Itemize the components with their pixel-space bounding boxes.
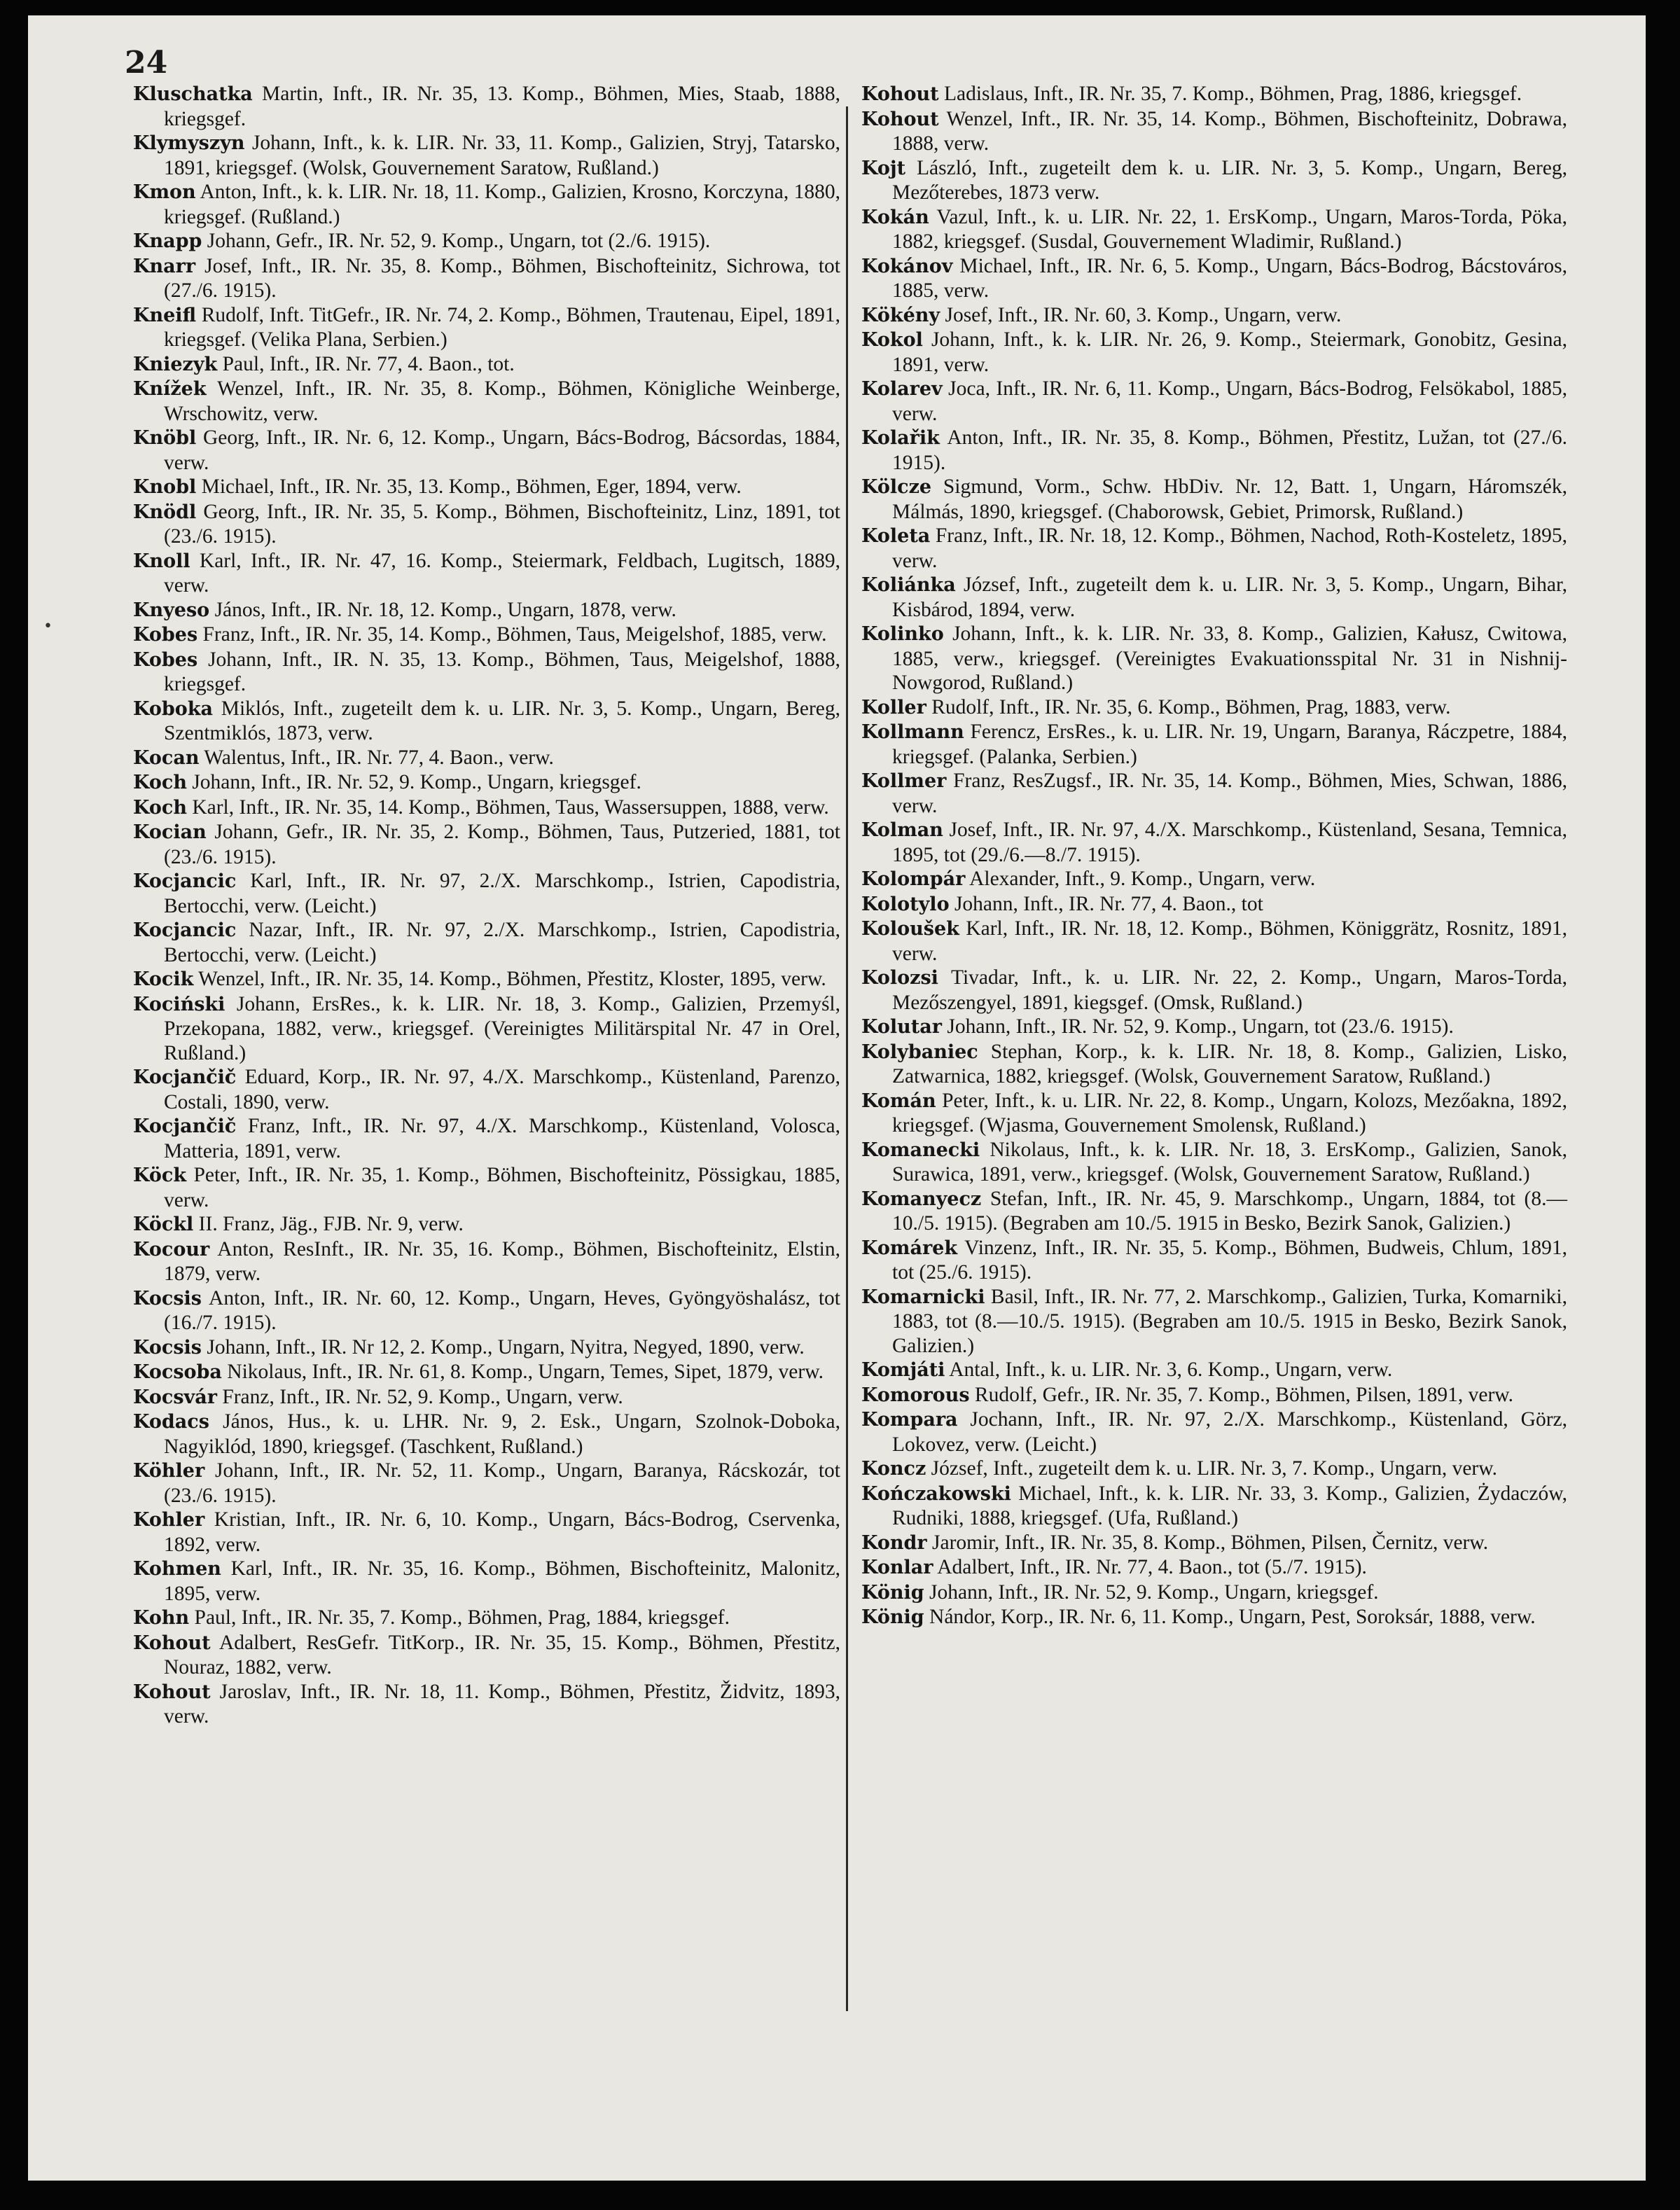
entry-surname: Kolařik: [861, 427, 940, 449]
entry-surname: Knöbl: [133, 427, 197, 449]
entry-surname: Kohout: [861, 108, 939, 130]
entry-details: Franz, Inft., IR. Nr. 52, 9. Komp., Ungarn, verw.: [216, 1385, 623, 1408]
entry-details: Johann, Gefr., IR. Nr. 52, 9. Komp., Ungarn, tot (2./6. 1915).: [202, 230, 711, 252]
casualty-entry: [861, 917, 1567, 966]
entry-surname: Kociński: [133, 993, 225, 1015]
entry-surname: Koncz: [861, 1458, 926, 1480]
entry-details: Walentus, Inft., IR. Nr. 77, 4. Baon., verw.: [199, 746, 554, 769]
entry-details: Johann, Inft., IR. Nr. 52, 11. Komp., Ungarn, Baranya, Rácskozár, tot (23./6. 1915).: [164, 1459, 840, 1507]
casualty-entry: [133, 992, 840, 1066]
entry-surname: Kneifl: [133, 304, 197, 326]
entry-surname: Kokol: [861, 329, 923, 351]
casualty-entry: [861, 205, 1567, 254]
casualty-entry: [133, 623, 840, 648]
entry-details: Ladislaus, Inft., IR. Nr. 35, 7. Komp., Böhmen, Prag, 1886, kriegsgef.: [938, 83, 1522, 105]
entry-surname: Konlar: [861, 1557, 933, 1578]
casualty-entry: [861, 622, 1567, 695]
entry-surname: Komjáti: [861, 1359, 945, 1381]
entry-surname: Komorous: [861, 1384, 970, 1406]
entry-details: Johann, Inft., k. k. LIR. Nr. 26, 9. Komp., Steiermark, Gonobitz, Gesina, 1891, verw.: [892, 328, 1567, 376]
entry-details: Johann, Inft., IR. Nr. 52, 9. Komp., Ungarn, tot (23./6. 1915).: [941, 1015, 1454, 1038]
casualty-entry: [133, 549, 840, 598]
casualty-entry: [861, 303, 1567, 328]
entry-surname: Kocsoba: [133, 1361, 222, 1383]
entry-details: Johann, Inft., IR. Nr 12, 2. Komp., Ungarn, Nyitra, Negyed, 1890, verw.: [201, 1335, 805, 1358]
casualty-entry: [133, 1508, 840, 1557]
entry-surname: Koleta: [861, 525, 931, 547]
casualty-entry: [861, 966, 1567, 1015]
entry-surname: Knyeso: [133, 599, 210, 621]
casualty-entry: [133, 1606, 840, 1631]
casualty-entry: [861, 1408, 1567, 1457]
entry-details: Anton, Inft., IR. Nr. 35, 8. Komp., Böhmen, Přestitz, Lužan, tot (27./6. 1915).: [892, 426, 1567, 474]
entry-details: Franz, Inft., IR. Nr. 18, 12. Komp., Böhmen, Nachod, Roth-Kosteletz, 1895, verw.: [892, 524, 1567, 572]
entry-surname: Kolotylo: [861, 893, 950, 915]
casualty-entry: [133, 303, 840, 352]
entry-surname: Klymyszyn: [133, 132, 245, 154]
entry-details: Josef, Inft., IR. Nr. 97, 4./X. Marschkomp., Küstenland, Sesana, Temnica, 1895, tot (29./6.—8./7. 1915).: [892, 819, 1567, 866]
entry-details: János, Hus., k. u. LHR. Nr. 9, 2. Esk., Ungarn, Szolnok-Doboka, Nagyiklód, 1890, kriegsgef. (Taschkent, Rußland.): [164, 1410, 840, 1458]
entry-details: Jochann, Inft., IR. Nr. 97, 2./X. Marschkomp., Küstenland, Görz, Lokovez, verw. (Leicht.): [892, 1408, 1567, 1456]
entry-surname: Köck: [133, 1165, 187, 1186]
entry-details: Ferencz, ErsRes., k. u. LIR. Nr. 19, Ungarn, Baranya, Ráczpetre, 1884, kriegsgef. (Palanka, Serbien.): [892, 721, 1567, 768]
entry-details: Rudolf, Inft., IR. Nr. 35, 6. Komp., Böhmen, Prag, 1883, verw.: [926, 695, 1451, 718]
entry-details: Adalbert, ResGefr. TitKorp., IR. Nr. 35, 15. Komp., Böhmen, Přestitz, Nouraz, 1882, verw.: [164, 1631, 840, 1679]
entry-details: Nikolaus, Inft., IR. Nr. 61, 8. Komp., Ungarn, Temes, Sipet, 1879, verw.: [221, 1361, 824, 1383]
entry-details: Miklós, Inft., zugeteilt dem k. u. LIR. Nr. 3, 5. Komp., Ungarn, Bereg, Szentmiklós, 1873, verw.: [164, 697, 840, 744]
casualty-entry: [861, 1580, 1567, 1606]
entry-surname: Kolman: [861, 819, 943, 841]
entry-details: Alexander, Inft., 9. Komp., Ungarn, verw.: [965, 868, 1316, 890]
casualty-entry: [133, 1335, 840, 1361]
entry-details: Paul, Inft., IR. Nr. 35, 7. Komp., Böhmen, Prag, 1884, kriegsgef.: [189, 1606, 730, 1629]
entry-details: Karl, Inft., IR. Nr. 97, 2./X. Marschkomp., Istrien, Capodistria, Bertocchi, verw. (Leicht.): [164, 870, 840, 917]
entry-surname: Kocour: [133, 1238, 210, 1260]
casualty-entry: [133, 795, 840, 821]
entry-surname: Kohn: [133, 1607, 190, 1629]
casualty-entry: [133, 1286, 840, 1335]
entry-details: Jaromir, Inft., IR. Nr. 35, 8. Komp., Böhmen, Pilsen, Černitz, verw.: [926, 1531, 1489, 1554]
entry-surname: Knarr: [133, 255, 196, 277]
entry-surname: Knoll: [133, 550, 190, 572]
entry-surname: Komarnicki: [861, 1286, 985, 1308]
entry-details: Kristian, Inft., IR. Nr. 6, 10. Komp., Ungarn, Bács-Bodrog, Cservenka, 1892, verw.: [164, 1508, 840, 1556]
entry-surname: Kocjančič: [133, 1066, 237, 1088]
entry-surname: Komárek: [861, 1237, 958, 1259]
entry-surname: König: [861, 1581, 924, 1604]
casualty-entry: [861, 1187, 1567, 1236]
entry-surname: Kmon: [133, 181, 196, 203]
entry-surname: Kocjančič: [133, 1116, 237, 1137]
entry-surname: Kojt: [861, 157, 906, 179]
entry-surname: Kocik: [133, 968, 194, 990]
casualty-entry: [133, 352, 840, 377]
entry-surname: Koch: [133, 772, 187, 793]
entry-details: Georg, Inft., IR. Nr. 6, 12. Komp., Ungarn, Bács-Bodrog, Bácsordas, 1884, verw.: [164, 426, 840, 474]
entry-surname: Kohmen: [133, 1558, 221, 1580]
entry-details: Wenzel, Inft., IR. Nr. 35, 14. Komp., Böhmen, Bischofteinitz, Dobrawa, 1888, verw.: [892, 107, 1567, 155]
casualty-entry: [133, 820, 840, 869]
entry-details: Peter, Inft., IR. Nr. 35, 1. Komp., Böhmen, Bischofteinitz, Pössigkau, 1885, verw.: [164, 1164, 840, 1211]
entry-surname: Koller: [861, 696, 926, 718]
entry-surname: Kollmann: [861, 721, 964, 743]
casualty-entry: [133, 475, 840, 500]
casualty-entry: [861, 475, 1567, 524]
entry-surname: Kocsis: [133, 1287, 202, 1309]
entry-details: László, Inft., zugeteilt dem k. u. LIR. Nr. 3, 5. Komp., Ungarn, Bereg, Mezőterebes, 1873 verw.: [892, 156, 1567, 204]
casualty-entry: [861, 892, 1567, 917]
entry-surname: Kocsvár: [133, 1386, 217, 1408]
casualty-entry: [861, 82, 1567, 107]
entry-surname: Kocan: [133, 746, 200, 769]
entry-surname: Kohout: [861, 83, 939, 105]
entry-surname: Kończakowski: [861, 1482, 1011, 1505]
casualty-entry: [861, 254, 1567, 303]
entry-surname: Kokán: [861, 206, 929, 228]
entry-details: Franz, Inft., IR. Nr. 35, 14. Komp., Böhmen, Taus, Meigelshof, 1885, verw.: [197, 623, 827, 646]
entry-surname: Komán: [861, 1090, 936, 1112]
entry-details: Josef, Inft., IR. Nr. 60, 3. Komp., Ungarn, verw.: [940, 303, 1342, 326]
entry-details: Wenzel, Inft., IR. Nr. 35, 14. Komp., Böhmen, Přestitz, Kloster, 1895, verw.: [193, 968, 826, 990]
entry-surname: Koloušek: [861, 918, 959, 940]
entry-surname: Kocjancic: [133, 919, 237, 941]
entry-details: Karl, Inft., IR. Nr. 35, 16. Komp., Böhmen, Bischofteinitz, Malonitz, 1895, verw.: [164, 1557, 840, 1605]
casualty-entry: [861, 426, 1567, 475]
entry-details: Johann, Gefr., IR. Nr. 35, 2. Komp., Böhmen, Taus, Putzeried, 1881, tot (23./6. 1915).: [164, 821, 840, 868]
casualty-entry: [861, 524, 1567, 573]
entry-surname: Kniezyk: [133, 353, 218, 375]
casualty-entry: [133, 746, 840, 771]
casualty-entry: [133, 697, 840, 746]
entry-details: II. Franz, Jäg., FJB. Nr. 9, verw.: [193, 1213, 464, 1235]
entry-surname: Koliánka: [861, 574, 956, 596]
casualty-entry: [133, 254, 840, 303]
casualty-entry: [133, 131, 840, 180]
entry-surname: Köhler: [133, 1460, 205, 1482]
entry-surname: Komanecki: [861, 1139, 980, 1161]
entry-surname: Kohout: [133, 1632, 211, 1654]
entry-surname: Knödl: [133, 501, 197, 523]
casualty-entry: [133, 1680, 840, 1729]
entry-surname: Kölcze: [861, 476, 932, 498]
entry-details: Josef, Inft., IR. Nr. 35, 8. Komp., Böhmen, Bischofteinitz, Sichrowa, tot (27./6. 1915).: [164, 254, 840, 302]
entry-details: Stephan, Korp., k. k. LIR. Nr. 18, 8. Komp., Galizien, Lisko, Zatwarnica, 1882, kriegsgef. (Wolsk, Gouvernement Saratow, Rußland.): [892, 1040, 1567, 1087]
entry-surname: Kocian: [133, 821, 207, 843]
entry-details: Martin, Inft., IR. Nr. 35, 13. Komp., Böhmen, Mies, Staab, 1888, kriegsgef.: [164, 83, 840, 130]
casualty-entry: [861, 573, 1567, 622]
entry-details: Joca, Inft., IR. Nr. 6, 11. Komp., Ungarn, Bács-Bodrog, Felsökabol, 1885, verw.: [892, 377, 1567, 425]
entry-details: Nikolaus, Inft., k. k. LIR. Nr. 18, 3. ErsKomp., Galizien, Sanok, Surawica, 1891, verw., kriegsgef. (Wolsk, Gouvernement Saratow, Rußland.): [892, 1138, 1567, 1186]
entry-details: Karl, Inft., IR. Nr. 18, 12. Komp., Böhmen, Königgrätz, Rosnitz, 1891, verw.: [892, 917, 1567, 965]
entry-details: Johann, Inft., IR. N. 35, 13. Komp., Böhmen, Taus, Meigelshof, 1888, kriegsgef.: [164, 648, 840, 695]
entry-surname: Komanyecz: [861, 1188, 982, 1210]
entry-details: Anton, Inft., IR. Nr. 60, 12. Komp., Ungarn, Heves, Gyöngyöshalász, tot (16./7. 1915).: [164, 1286, 840, 1334]
entry-details: Johann, Inft., k. k. LIR. Nr. 33, 8. Komp., Galizien, Kałusz, Cwitowa, 1885, verw., kriegsgef. (Vereinigtes Evakuationsspital Nr. 31 in Nishnij-Nowgorod, Rußland.): [892, 623, 1567, 694]
casualty-entry: [861, 156, 1567, 205]
entry-details: Rudolf, Inft. TitGefr., IR. Nr. 74, 2. Komp., Böhmen, Trautenau, Eipel, 1891, kriegsgef. (Velika Plana, Serbien.): [164, 303, 840, 351]
entry-surname: Knobl: [133, 476, 197, 498]
entry-details: Rudolf, Gefr., IR. Nr. 35, 7. Komp., Böhmen, Pilsen, 1891, verw.: [969, 1383, 1514, 1406]
casualty-entry: [133, 1163, 840, 1212]
casualty-entry: [133, 918, 840, 967]
entry-details: Michael, Inft., IR. Nr. 6, 5. Komp., Ungarn, Bács-Bodrog, Bácstováros, 1885, verw.: [892, 254, 1567, 302]
entry-surname: Kompara: [861, 1409, 958, 1431]
document-page: [28, 15, 1646, 2181]
entry-details: Johann, Inft., IR. Nr. 52, 9. Komp., Ungarn, kriegsgef.: [186, 771, 641, 793]
entry-surname: Kohler: [133, 1509, 205, 1531]
casualty-entry: [133, 1065, 840, 1114]
margin-mark: •: [43, 618, 53, 635]
casualty-entry: [861, 1015, 1567, 1040]
entry-details: József, Inft., zugeteilt dem k. u. LIR. Nr. 3, 5. Komp., Ungarn, Bihar, Kisbárod, 1894, verw.: [892, 574, 1567, 621]
casualty-entry: [861, 695, 1567, 721]
entry-details: Karl, Inft., IR. Nr. 35, 14. Komp., Böhmen, Taus, Wassersuppen, 1888, verw.: [186, 795, 829, 819]
casualty-entry: [861, 1089, 1567, 1138]
casualty-entry: [861, 1383, 1567, 1408]
entry-surname: Kolinko: [861, 623, 944, 645]
entry-details: Franz, ResZugsf., IR. Nr. 35, 14. Komp., Böhmen, Mies, Schwan, 1886, verw.: [892, 770, 1567, 817]
casualty-entry: [861, 1236, 1567, 1285]
entry-details: Michael, Inft., k. k. LIR. Nr. 33, 3. Komp., Galizien, Żydaczów, Rudniki, 1888, kriegsgef. (Ufa, Rußland.): [892, 1482, 1567, 1529]
entry-details: Antal, Inft., k. u. LIR. Nr. 3, 6. Komp., Ungarn, verw.: [945, 1358, 1393, 1381]
entry-details: Karl, Inft., IR. Nr. 47, 16. Komp., Steiermark, Feldbach, Lugitsch, 1889, verw.: [164, 549, 840, 597]
entry-surname: Kodacs: [133, 1411, 209, 1433]
column-divider: [846, 106, 848, 2011]
casualty-entry: [133, 377, 840, 426]
casualty-entry: [133, 500, 840, 549]
entry-details: Sigmund, Vorm., Schw. HbDiv. Nr. 12, Batt. 1, Ungarn, Háromszék, Málmás, 1890, kriegsgef. (Chaborowsk, Gebiet, Primorsk, Rußland.): [892, 475, 1567, 523]
entry-details: Vinzenz, Inft., IR. Nr. 35, 5. Komp., Böhmen, Budweis, Chlum, 1891, tot (25./6. 1915).: [892, 1236, 1567, 1284]
casualty-entry: [861, 1555, 1567, 1580]
entry-surname: Koch: [133, 796, 187, 819]
entry-surname: Kolarev: [861, 378, 943, 400]
entry-surname: Kohout: [133, 1681, 211, 1703]
entry-details: Johann, ErsRes., k. k. LIR. Nr. 18, 3. Komp., Galizien, Przemyśl, Przekopana, 1882, verw., kriegsgef. (Vereinigtes Militärspital Nr. 47 in Orel, Rußland.): [164, 992, 840, 1064]
casualty-entry: [861, 1482, 1567, 1531]
casualty-entry: [861, 1531, 1567, 1556]
casualty-entry: [133, 1114, 840, 1163]
entry-details: Franz, Inft., IR. Nr. 97, 4./X. Marschkomp., Küstenland, Volosca, Matteria, 1891, verw.: [164, 1115, 840, 1162]
entry-details: Wenzel, Inft., IR. Nr. 35, 8. Komp., Böhmen, Königliche Weinberge, Wrschowitz, verw.: [164, 377, 840, 425]
entry-details: Peter, Inft., k. u. LIR. Nr. 22, 8. Komp., Ungarn, Kolozs, Mezőakna, 1892, kriegsgef. (Wjasma, Gouvernement Smolensk, Rußland.): [892, 1089, 1567, 1137]
casualty-entry: [133, 1360, 840, 1385]
casualty-entry: [133, 1459, 840, 1508]
entry-details: Georg, Inft., IR. Nr. 35, 5. Komp., Böhmen, Bischofteinitz, Linz, 1891, tot (23./6. 1915).: [164, 500, 840, 548]
entry-surname: König: [861, 1606, 924, 1628]
casualty-entry: [133, 1237, 840, 1286]
entry-details: Anton, ResInft., IR. Nr. 35, 16. Komp., Böhmen, Bischofteinitz, Elstin, 1879, verw.: [164, 1237, 840, 1285]
right-column: [861, 82, 1567, 1630]
entry-details: Anton, Inft., k. k. LIR. Nr. 18, 11. Komp., Galizien, Krosno, Korczyna, 1880, kriegsgef. (Rußland.): [164, 181, 840, 228]
entry-surname: Kolybaniec: [861, 1041, 978, 1063]
entry-details: Jaroslav, Inft., IR. Nr. 18, 11. Komp., Böhmen, Přestitz, Židvitz, 1893, verw.: [164, 1680, 840, 1728]
entry-details: Adalbert, Inft., IR. Nr. 77, 4. Baon., tot (5./7. 1915).: [933, 1556, 1367, 1578]
casualty-entry: [861, 328, 1567, 377]
casualty-entry: [133, 648, 840, 697]
casualty-entry: [133, 598, 840, 623]
casualty-entry: [133, 967, 840, 992]
casualty-entry: [861, 1358, 1567, 1383]
entry-surname: Kolozsi: [861, 967, 938, 989]
casualty-entry: [133, 82, 840, 131]
entry-surname: Knapp: [133, 230, 202, 252]
entry-details: Nazar, Inft., IR. Nr. 97, 2./X. Marschkomp., Istrien, Capodistria, Bertocchi, verw. (Leicht.): [164, 919, 840, 966]
casualty-entry: [133, 869, 840, 918]
entry-surname: Kolompár: [861, 868, 966, 890]
entry-surname: Kluschatka: [133, 83, 253, 105]
entry-details: Johann, Inft., k. k. LIR. Nr. 33, 11. Komp., Galizien, Stryj, Tatarsko, 1891, kriegsgef. (Wolsk, Gouvernement Saratow, Rußland.): [164, 132, 840, 179]
casualty-entry: [861, 1138, 1567, 1187]
casualty-entry: [861, 1605, 1567, 1630]
entry-details: Basil, Inft., IR. Nr. 77, 2. Marschkomp., Galizien, Turka, Komarniki, 1883, tot (8.—10./5. 1915). (Begraben am 10./5. 1915 in Besko, Bezirk Sanok, Galizien.): [892, 1285, 1567, 1357]
casualty-entry: [861, 867, 1567, 892]
entry-surname: Knížek: [133, 378, 207, 400]
entry-details: Johann, Inft., IR. Nr. 77, 4. Baon., tot: [949, 892, 1263, 915]
entry-details: Nándor, Korp., IR. Nr. 6, 11. Komp., Ungarn, Pest, Soroksár, 1888, verw.: [924, 1606, 1536, 1628]
casualty-entry: [133, 1212, 840, 1237]
entry-surname: Kollmer: [861, 770, 947, 792]
entry-details: Stefan, Inft., IR. Nr. 45, 9. Marschkomp., Ungarn, 1884, tot (8.—10./5. 1915). (Begraben am 10./5. 1915 in Besko, Bezirk Sanok, Galizien.): [892, 1187, 1567, 1235]
entry-surname: Kocjancic: [133, 870, 237, 892]
entry-surname: Kobes: [133, 624, 198, 646]
casualty-entry: [133, 1631, 840, 1680]
entry-details: Vazul, Inft., k. u. LIR. Nr. 22, 1. ErsKomp., Ungarn, Maros-Torda, Pöka, 1882, kriegsgef. (Susdal, Gouvernement Wladimir, Rußland.): [892, 205, 1567, 253]
entry-surname: Köckl: [133, 1214, 194, 1235]
entry-details: Paul, Inft., IR. Nr. 77, 4. Baon., tot.: [217, 352, 515, 375]
entry-surname: Kökény: [861, 304, 940, 326]
entry-details: János, Inft., IR. Nr. 18, 12. Komp., Ungarn, 1878, verw.: [209, 598, 676, 621]
entry-surname: Kocsis: [133, 1336, 202, 1358]
casualty-entry: [861, 818, 1567, 867]
entry-surname: Kobes: [133, 648, 198, 671]
casualty-entry: [861, 1040, 1567, 1089]
casualty-entry: [861, 1457, 1567, 1482]
casualty-entry: [861, 377, 1567, 426]
entry-surname: Kokánov: [861, 255, 953, 277]
casualty-entry: [861, 769, 1567, 818]
casualty-entry: [133, 1385, 840, 1410]
left-column: [133, 82, 840, 1729]
entry-details: Tivadar, Inft., k. u. LIR. Nr. 22, 2. Komp., Ungarn, Maros-Torda, Mezőszengyel, 1891, kiegsgef. (Omsk, Rußland.): [892, 966, 1567, 1014]
page-number: 24: [125, 45, 168, 81]
casualty-entry: [133, 426, 840, 475]
casualty-entry: [133, 1557, 840, 1606]
casualty-entry: [861, 720, 1567, 769]
entry-details: Johann, Inft., IR. Nr. 52, 9. Komp., Ungarn, kriegsgef.: [924, 1580, 1379, 1604]
entry-surname: Koboka: [133, 697, 213, 720]
casualty-entry: [861, 1285, 1567, 1358]
casualty-entry: [133, 1410, 840, 1459]
entry-details: József, Inft., zugeteilt dem k. u. LIR. Nr. 3, 7. Komp., Ungarn, verw.: [926, 1457, 1498, 1480]
entry-details: Eduard, Korp., IR. Nr. 97, 4./X. Marschkomp., Küstenland, Parenzo, Costali, 1890, verw.: [164, 1066, 840, 1113]
casualty-entry: [861, 107, 1567, 156]
entry-details: Michael, Inft., IR. Nr. 35, 13. Komp., Böhmen, Eger, 1894, verw.: [196, 475, 742, 498]
casualty-entry: [133, 770, 840, 795]
entry-surname: Kondr: [861, 1531, 927, 1554]
casualty-entry: [133, 180, 840, 229]
entry-surname: Kolutar: [861, 1016, 942, 1038]
casualty-entry: [133, 229, 840, 254]
